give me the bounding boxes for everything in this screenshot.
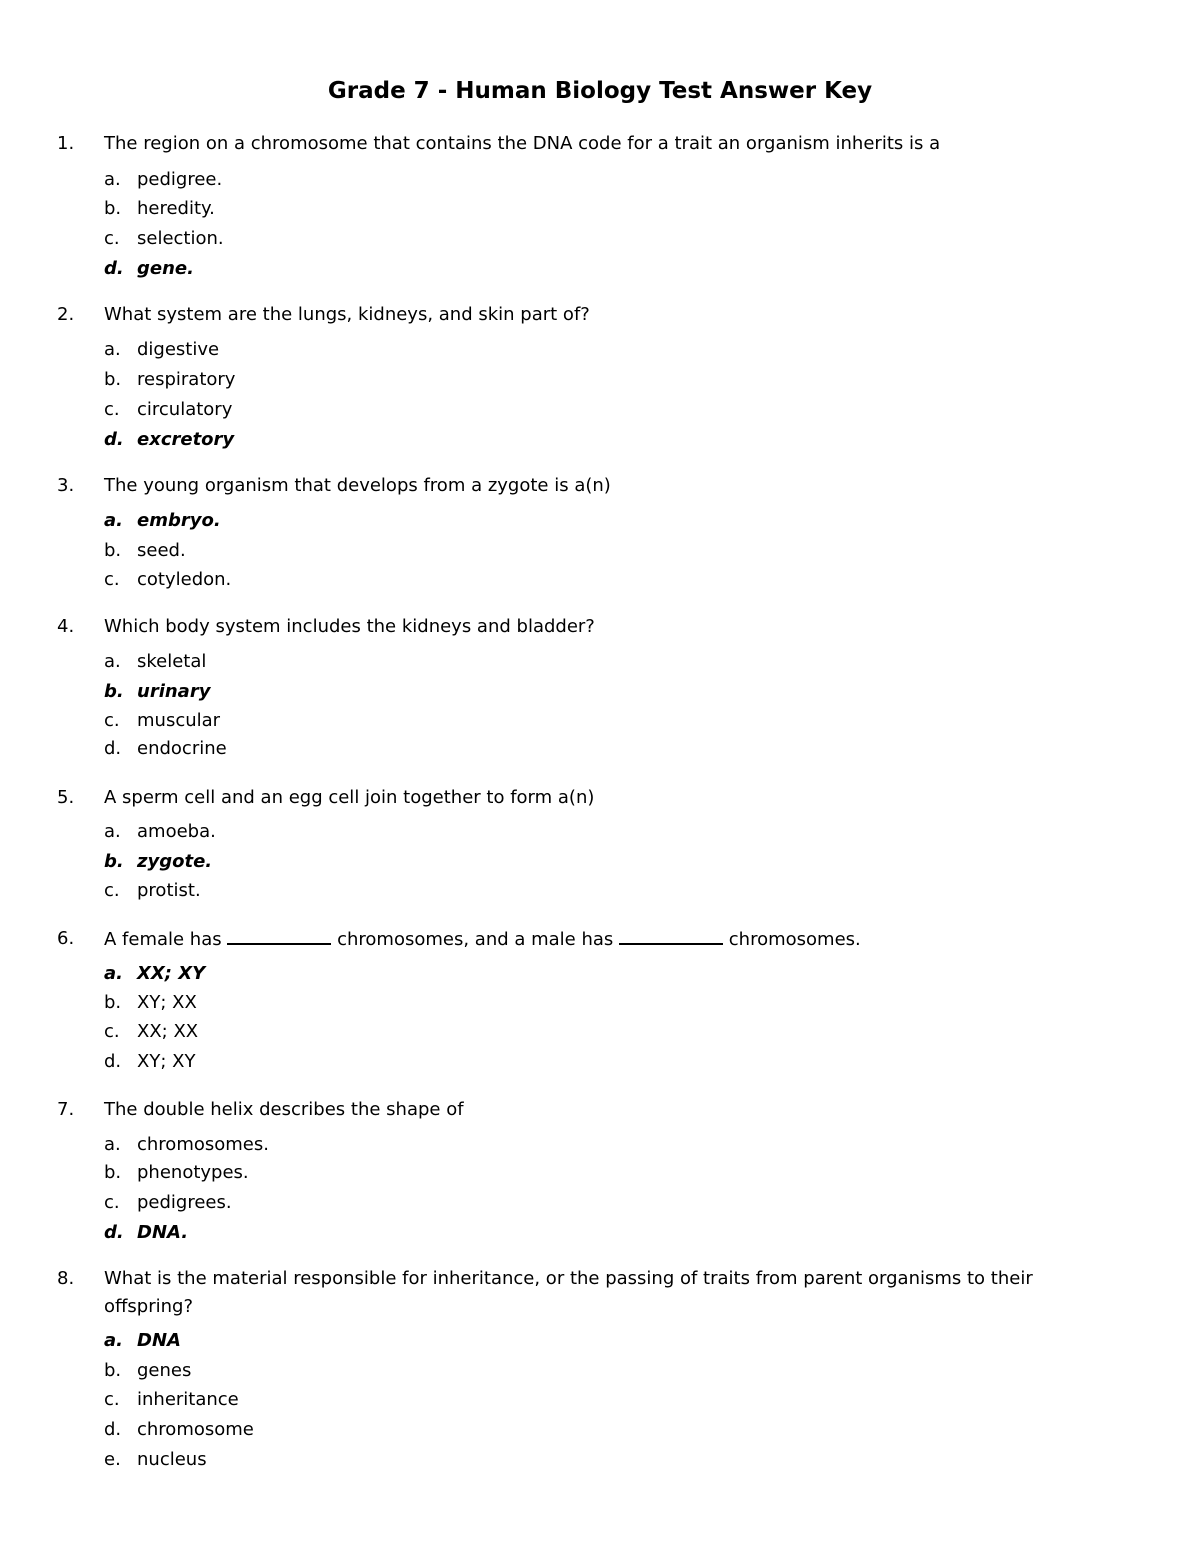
option-text: respiratory (137, 369, 236, 390)
question-text: The region on a chromosome that contains the DNA code for a trait an organism inherits is a (104, 133, 941, 154)
question-number: 3. (57, 475, 75, 496)
option-text: chromosomes. (137, 1134, 269, 1155)
option-letter: b. (104, 992, 122, 1013)
question-number: 5. (57, 787, 75, 808)
question-text (104, 925, 1114, 954)
option-letter: a. (104, 1134, 121, 1155)
option-text: circulatory (137, 399, 233, 420)
correct-answer-option (104, 848, 212, 876)
correct-answer-option (104, 678, 210, 706)
option-letter: a. (104, 1330, 123, 1351)
option-letter: d. (104, 1419, 122, 1440)
question-number: 1. (57, 133, 75, 154)
fill-in-blank-line (227, 925, 331, 945)
option-letter: a. (104, 510, 123, 531)
option-text: heredity. (137, 198, 215, 219)
option-text: skeletal (137, 651, 207, 672)
option-text: endocrine (137, 738, 227, 759)
option-letter: d. (104, 1051, 122, 1072)
correct-answer-option (104, 1327, 181, 1355)
option-letter: a. (104, 963, 123, 984)
answer-option (104, 1446, 207, 1474)
question-number: 2. (57, 304, 75, 325)
option-text: XX; XX (137, 1021, 199, 1042)
option-letter: c. (104, 228, 120, 249)
question-text: Which body system includes the kidneys and bladder? (104, 616, 595, 637)
question-number: 8. (57, 1268, 75, 1289)
answer-option (104, 1416, 254, 1444)
option-letter: b. (104, 198, 122, 219)
option-text: pedigree. (137, 169, 223, 190)
answer-option (104, 366, 235, 394)
correct-answer-option (104, 426, 234, 454)
answer-option (104, 166, 222, 194)
option-letter: c. (104, 1021, 120, 1042)
question-number: 4. (57, 616, 75, 637)
answer-option (104, 648, 206, 676)
answer-option (104, 1131, 269, 1159)
option-letter: a. (104, 821, 121, 842)
correct-answer-option (104, 507, 221, 535)
answer-option (104, 1048, 195, 1076)
option-text: protist. (137, 880, 201, 901)
answer-option (104, 1386, 239, 1414)
question-text: What system are the lungs, kidneys, and skin part of? (104, 304, 590, 325)
option-text: inheritance (137, 1389, 239, 1410)
option-text: embryo. (137, 510, 221, 531)
answer-option (104, 566, 231, 594)
option-letter: c. (104, 1389, 120, 1410)
answer-option (104, 1189, 232, 1217)
option-letter: b. (104, 851, 124, 872)
option-letter: b. (104, 1162, 122, 1183)
page-title: Grade 7 - Human Biology Test Answer Key (327, 78, 873, 104)
option-letter: d. (104, 258, 124, 279)
option-text: zygote. (137, 851, 213, 872)
option-letter: a. (104, 169, 121, 190)
option-letter: c. (104, 880, 120, 901)
option-letter: d. (104, 429, 124, 450)
answer-option (104, 818, 216, 846)
option-text: gene. (137, 258, 194, 279)
question-text-part: A female has (104, 929, 222, 950)
option-letter: b. (104, 1360, 122, 1381)
correct-answer-option (104, 1219, 188, 1247)
option-text: phenotypes. (137, 1162, 249, 1183)
question-text-part: chromosomes, and a male has (337, 929, 614, 950)
answer-option (104, 537, 186, 565)
option-text: chromosome (137, 1419, 254, 1440)
correct-answer-option (104, 255, 194, 283)
question-number: 6. (57, 928, 75, 949)
question-number: 7. (57, 1099, 75, 1120)
answer-option (104, 195, 215, 223)
option-text: excretory (137, 429, 235, 450)
answer-option (104, 707, 220, 735)
option-letter: b. (104, 369, 122, 390)
option-letter: b. (104, 540, 122, 561)
option-text: digestive (137, 339, 220, 360)
answer-option (104, 225, 224, 253)
option-text: XX; XY (137, 963, 206, 984)
answer-option (104, 735, 227, 763)
answer-option (104, 336, 219, 364)
option-text: seed. (137, 540, 186, 561)
option-letter: a. (104, 339, 121, 360)
option-text: pedigrees. (137, 1192, 232, 1213)
option-letter: c. (104, 399, 120, 420)
option-text: amoeba. (137, 821, 216, 842)
question-text: The young organism that develops from a zygote is a(n) (104, 475, 611, 496)
question-text-part: chromosomes. (728, 929, 861, 950)
question-text: The double helix describes the shape of (104, 1099, 464, 1120)
option-letter: c. (104, 710, 120, 731)
option-letter: d. (104, 738, 122, 759)
option-text: DNA. (137, 1222, 189, 1243)
option-letter: e. (104, 1449, 121, 1470)
option-text: selection. (137, 228, 224, 249)
answer-option (104, 1357, 191, 1385)
correct-answer-option (104, 960, 205, 988)
option-text: XY; XX (137, 992, 197, 1013)
option-text: nucleus (137, 1449, 207, 1470)
option-text: muscular (137, 710, 221, 731)
answer-option (104, 989, 197, 1017)
question-text: What is the material responsible for inheritance, or the passing of traits from parent organisms to their offspring? (104, 1268, 1033, 1317)
answer-option (104, 877, 201, 905)
option-letter: c. (104, 569, 120, 590)
option-text: urinary (137, 681, 211, 702)
answer-option (104, 1018, 198, 1046)
answer-option (104, 396, 232, 424)
option-letter: b. (104, 681, 124, 702)
answer-option (104, 1159, 249, 1187)
option-letter: c. (104, 1192, 120, 1213)
option-letter: a. (104, 651, 121, 672)
option-text: genes (137, 1360, 192, 1381)
option-text: XY; XY (137, 1051, 196, 1072)
fill-in-blank-line (619, 925, 723, 945)
option-text: DNA (137, 1330, 181, 1351)
question-text: A sperm cell and an egg cell join together to form a(n) (104, 787, 595, 808)
option-letter: d. (104, 1222, 124, 1243)
option-text: cotyledon. (137, 569, 232, 590)
